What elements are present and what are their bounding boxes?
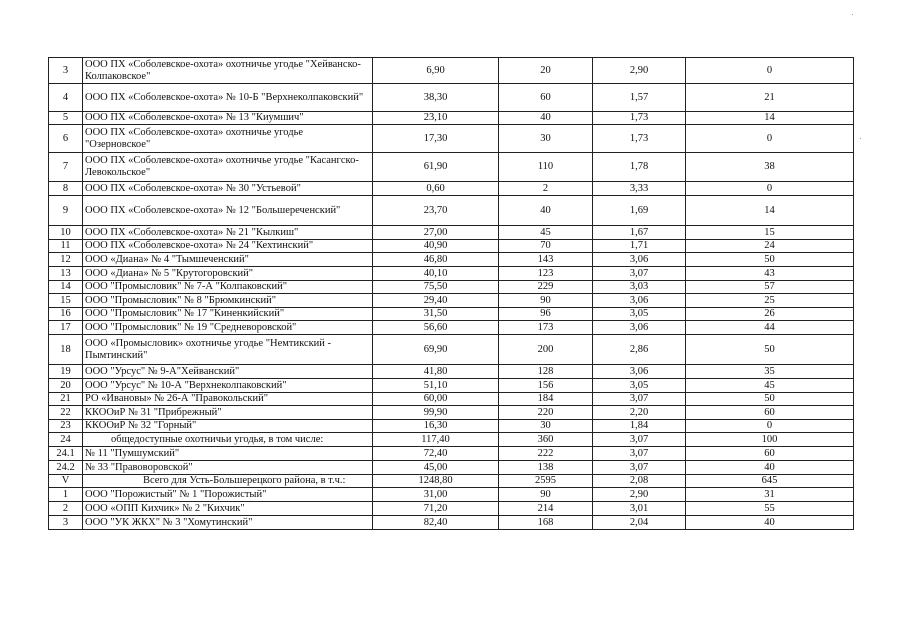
- row-value-1: 46,80: [373, 253, 499, 267]
- row-name: ООО "Промысловик" № 7-А "Колпаковский": [83, 281, 373, 294]
- row-name: Всего для Усть-Большерецкого района, в т.ч.:: [83, 475, 373, 488]
- row-name: ООО ПХ «Соболевское-охота» № 10-Б "Верхнеколпаковский": [83, 84, 373, 112]
- row-number: V: [49, 475, 83, 488]
- row-value-2: 168: [499, 516, 593, 530]
- table-row: [49, 321, 854, 335]
- row-value-1: 117,40: [373, 433, 499, 447]
- row-number: 3: [49, 516, 83, 530]
- row-value-3: 3,01: [593, 502, 686, 516]
- row-value-4: 50: [686, 393, 854, 406]
- row-name: ККООиР № 31 "Прибрежный": [83, 406, 373, 420]
- row-value-3: 1,73: [593, 112, 686, 125]
- row-name: ООО «Промысловик» охотничье угодье "Немтикский - Пымтинский": [83, 335, 373, 365]
- row-value-1: 31,50: [373, 308, 499, 321]
- row-name: ООО "Урсус" № 10-А "Верхнеколпаковский": [83, 379, 373, 393]
- row-number: 5: [49, 112, 83, 125]
- table-row: [49, 308, 854, 321]
- row-value-1: 75,50: [373, 281, 499, 294]
- row-value-4: 0: [686, 125, 854, 153]
- table-row: [49, 393, 854, 406]
- row-value-4: 50: [686, 335, 854, 365]
- row-value-3: 1,71: [593, 240, 686, 253]
- row-value-2: 40: [499, 196, 593, 226]
- table-row: [49, 153, 854, 182]
- row-number: 23: [49, 420, 83, 433]
- row-value-4: 645: [686, 475, 854, 488]
- row-value-4: 25: [686, 294, 854, 308]
- row-number: 22: [49, 406, 83, 420]
- row-value-3: 2,90: [593, 488, 686, 502]
- row-value-4: 57: [686, 281, 854, 294]
- row-number: 24.1: [49, 447, 83, 461]
- row-value-1: 40,90: [373, 240, 499, 253]
- table-row: [49, 267, 854, 281]
- row-number: 24.2: [49, 461, 83, 475]
- table-row: [49, 365, 854, 379]
- row-value-4: 50: [686, 253, 854, 267]
- table-row: [49, 447, 854, 461]
- row-number: 17: [49, 321, 83, 335]
- row-number: 10: [49, 226, 83, 240]
- row-name: ККООиР № 32 "Горный": [83, 420, 373, 433]
- row-name: ООО "УК ЖКХ" № 3 "Хомутинский": [83, 516, 373, 530]
- row-value-3: 3,05: [593, 379, 686, 393]
- row-number: 20: [49, 379, 83, 393]
- row-value-3: 2,86: [593, 335, 686, 365]
- row-value-1: 69,90: [373, 335, 499, 365]
- row-value-2: 360: [499, 433, 593, 447]
- table-row: [49, 433, 854, 447]
- row-number: 12: [49, 253, 83, 267]
- row-value-3: 3,06: [593, 253, 686, 267]
- row-value-1: 99,90: [373, 406, 499, 420]
- row-value-4: 0: [686, 420, 854, 433]
- row-value-4: 0: [686, 58, 854, 84]
- table-row: [49, 488, 854, 502]
- row-value-4: 55: [686, 502, 854, 516]
- row-number: 11: [49, 240, 83, 253]
- table-row: [49, 281, 854, 294]
- table-row: [49, 294, 854, 308]
- row-value-1: 38,30: [373, 84, 499, 112]
- table-row: [49, 125, 854, 153]
- row-name: ООО «Диана» № 4 "Тымшеченский": [83, 253, 373, 267]
- row-value-3: 3,05: [593, 308, 686, 321]
- row-value-4: 0: [686, 182, 854, 196]
- row-value-3: 3,06: [593, 294, 686, 308]
- row-number: 24: [49, 433, 83, 447]
- table-row: [49, 58, 854, 84]
- row-value-2: 128: [499, 365, 593, 379]
- row-number: 3: [49, 58, 83, 84]
- row-name: РО «Ивановы» № 26-А "Правокольский": [83, 393, 373, 406]
- row-value-2: 70: [499, 240, 593, 253]
- row-name: ООО "Порожистый" № 1 "Порожистый": [83, 488, 373, 502]
- row-value-3: 2,90: [593, 58, 686, 84]
- row-number: 21: [49, 393, 83, 406]
- row-value-3: 3,03: [593, 281, 686, 294]
- row-number: 9: [49, 196, 83, 226]
- row-number: 19: [49, 365, 83, 379]
- row-name: ООО ПХ «Соболевское-охота» № 21 "Кылкиш": [83, 226, 373, 240]
- row-value-2: 2: [499, 182, 593, 196]
- row-value-1: 61,90: [373, 153, 499, 182]
- row-value-2: 123: [499, 267, 593, 281]
- row-name: ООО ПХ «Соболевское-охота» № 24 "Кехтинский": [83, 240, 373, 253]
- row-value-2: 229: [499, 281, 593, 294]
- table-row: [49, 84, 854, 112]
- table-row: [49, 379, 854, 393]
- row-name: ООО "Промысловик" № 19 "Средневоровской": [83, 321, 373, 335]
- row-value-4: 35: [686, 365, 854, 379]
- row-value-1: 29,40: [373, 294, 499, 308]
- row-name: ООО ПХ «Соболевское-охота» № 13 "Киумшич": [83, 112, 373, 125]
- row-value-1: 0,60: [373, 182, 499, 196]
- row-value-2: 222: [499, 447, 593, 461]
- row-value-4: 40: [686, 516, 854, 530]
- row-value-1: 16,30: [373, 420, 499, 433]
- row-value-2: 173: [499, 321, 593, 335]
- row-value-3: 1,57: [593, 84, 686, 112]
- table-row: [49, 335, 854, 365]
- row-name: № 11 "Пумшумский": [83, 447, 373, 461]
- row-value-2: 30: [499, 125, 593, 153]
- row-number: 4: [49, 84, 83, 112]
- row-value-3: 3,07: [593, 447, 686, 461]
- row-value-1: 23,10: [373, 112, 499, 125]
- row-name: ООО "Урсус" № 9-А"Хейванский": [83, 365, 373, 379]
- table-row: [49, 516, 854, 530]
- row-value-2: 90: [499, 294, 593, 308]
- table-row: [49, 475, 854, 488]
- row-name: ООО ПХ «Соболевское-охота» охотничье угодье "Озерновское": [83, 125, 373, 153]
- row-value-4: 100: [686, 433, 854, 447]
- row-value-3: 1,69: [593, 196, 686, 226]
- row-value-2: 200: [499, 335, 593, 365]
- row-value-3: 3,33: [593, 182, 686, 196]
- row-value-2: 45: [499, 226, 593, 240]
- row-number: 15: [49, 294, 83, 308]
- table-body: [49, 58, 854, 530]
- row-number: 7: [49, 153, 83, 182]
- row-value-2: 220: [499, 406, 593, 420]
- hunting-grounds-table: [48, 57, 854, 530]
- row-name: ООО ПХ «Соболевское-охота» № 12 "Большереченский": [83, 196, 373, 226]
- row-value-2: 143: [499, 253, 593, 267]
- row-value-1: 56,60: [373, 321, 499, 335]
- row-value-4: 24: [686, 240, 854, 253]
- row-value-4: 14: [686, 112, 854, 125]
- row-value-2: 214: [499, 502, 593, 516]
- table-row: [49, 420, 854, 433]
- row-value-1: 40,10: [373, 267, 499, 281]
- row-number: 1: [49, 488, 83, 502]
- table-row: [49, 406, 854, 420]
- row-value-1: 6,90: [373, 58, 499, 84]
- row-value-4: 60: [686, 447, 854, 461]
- row-value-2: 40: [499, 112, 593, 125]
- row-value-4: 14: [686, 196, 854, 226]
- row-value-2: 30: [499, 420, 593, 433]
- row-value-3: 2,04: [593, 516, 686, 530]
- table-row: [49, 253, 854, 267]
- row-value-1: 60,00: [373, 393, 499, 406]
- row-value-3: 3,07: [593, 461, 686, 475]
- row-number: 6: [49, 125, 83, 153]
- row-name: ООО ПХ «Соболевское-охота» охотничье угодье "Касангско-Левокольское": [83, 153, 373, 182]
- row-name: ООО "Промысловик" № 17 "Киненкийский": [83, 308, 373, 321]
- row-value-2: 110: [499, 153, 593, 182]
- row-value-2: 138: [499, 461, 593, 475]
- table-row: [49, 226, 854, 240]
- row-value-3: 3,07: [593, 433, 686, 447]
- row-value-1: 31,00: [373, 488, 499, 502]
- row-value-3: 3,07: [593, 267, 686, 281]
- row-value-4: 31: [686, 488, 854, 502]
- row-name: ООО ПХ «Соболевское-охота» охотничье угодье "Хейванско-Колпаковское": [83, 58, 373, 84]
- table-row: [49, 240, 854, 253]
- row-value-3: 1,67: [593, 226, 686, 240]
- row-value-4: 15: [686, 226, 854, 240]
- row-value-4: 45: [686, 379, 854, 393]
- row-value-2: 2595: [499, 475, 593, 488]
- row-value-2: 96: [499, 308, 593, 321]
- row-value-3: 3,07: [593, 393, 686, 406]
- row-value-2: 184: [499, 393, 593, 406]
- row-number: 8: [49, 182, 83, 196]
- table-row: [49, 182, 854, 196]
- row-value-2: 60: [499, 84, 593, 112]
- row-name: общедоступные охотничьи угодья, в том числе:: [83, 433, 373, 447]
- row-value-3: 1,84: [593, 420, 686, 433]
- row-value-4: 40: [686, 461, 854, 475]
- row-value-4: 60: [686, 406, 854, 420]
- row-value-3: 3,06: [593, 365, 686, 379]
- table-row: [49, 196, 854, 226]
- row-value-2: 20: [499, 58, 593, 84]
- row-value-1: 82,40: [373, 516, 499, 530]
- row-value-4: 44: [686, 321, 854, 335]
- row-name: ООО «ОПП Кихчик» № 2 "Кихчик": [83, 502, 373, 516]
- row-number: 13: [49, 267, 83, 281]
- row-value-1: 1248,80: [373, 475, 499, 488]
- row-name: ООО ПХ «Соболевское-охота» № 30 "Устьевой": [83, 182, 373, 196]
- row-value-4: 26: [686, 308, 854, 321]
- row-value-1: 41,80: [373, 365, 499, 379]
- row-value-2: 156: [499, 379, 593, 393]
- row-name: № 33 "Правоворовской": [83, 461, 373, 475]
- row-number: 16: [49, 308, 83, 321]
- row-value-3: 2,08: [593, 475, 686, 488]
- row-value-1: 17,30: [373, 125, 499, 153]
- row-value-1: 23,70: [373, 196, 499, 226]
- row-value-3: 3,06: [593, 321, 686, 335]
- row-number: 14: [49, 281, 83, 294]
- table-row: [49, 502, 854, 516]
- row-value-3: 2,20: [593, 406, 686, 420]
- row-value-4: 21: [686, 84, 854, 112]
- scan-speck: [852, 14, 853, 15]
- row-value-4: 43: [686, 267, 854, 281]
- table-row: [49, 461, 854, 475]
- row-value-1: 27,00: [373, 226, 499, 240]
- scan-speck: [860, 138, 861, 139]
- table-row: [49, 112, 854, 125]
- row-number: 18: [49, 335, 83, 365]
- row-value-4: 38: [686, 153, 854, 182]
- row-name: ООО «Диана» № 5 "Крутогоровский": [83, 267, 373, 281]
- row-value-3: 1,78: [593, 153, 686, 182]
- row-value-1: 51,10: [373, 379, 499, 393]
- row-value-2: 90: [499, 488, 593, 502]
- row-number: 2: [49, 502, 83, 516]
- row-value-1: 45,00: [373, 461, 499, 475]
- row-value-1: 71,20: [373, 502, 499, 516]
- row-name: ООО "Промысловик" № 8 "Брюмкинский": [83, 294, 373, 308]
- row-value-3: 1,73: [593, 125, 686, 153]
- row-value-1: 72,40: [373, 447, 499, 461]
